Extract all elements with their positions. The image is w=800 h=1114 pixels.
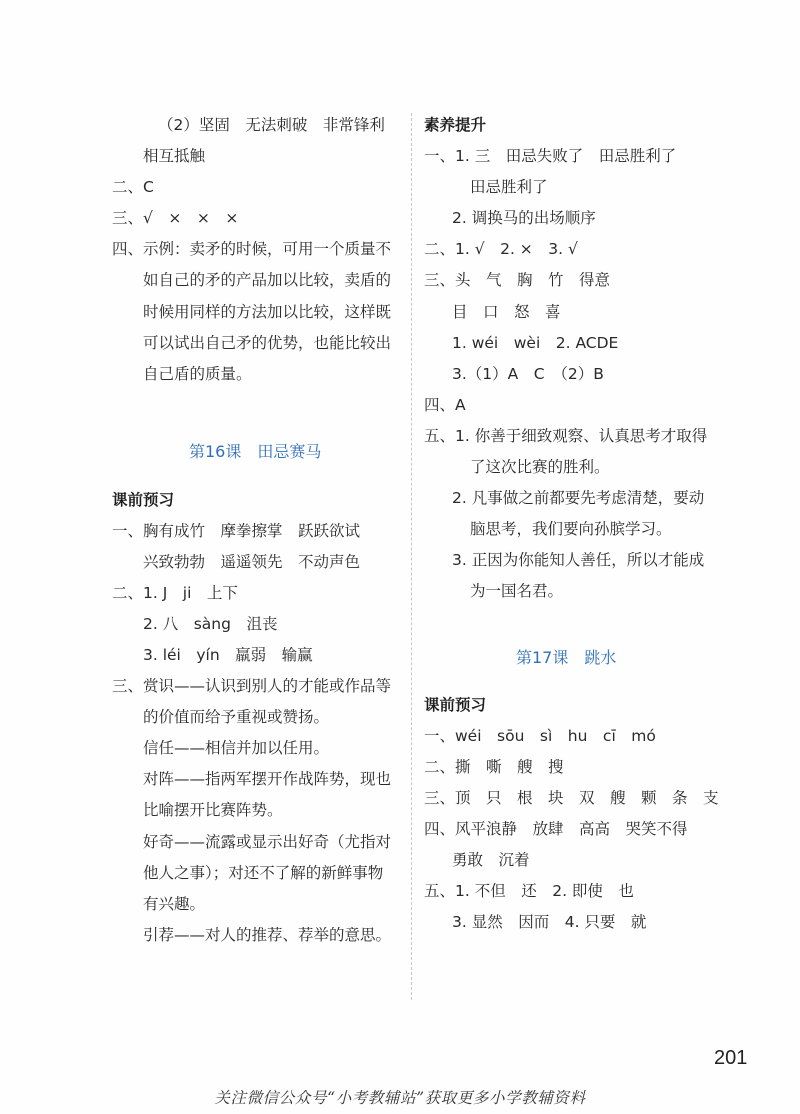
answer-line: 1. wéi wèi 2. ACDE [452,333,619,352]
section-heading: 课前预习 [424,695,487,714]
answer-line: 他人之事）；对还不了解的新鲜事物 [143,863,384,882]
answer-line: 四、A [424,395,466,414]
answer-line: （2）坚固 无法刺破 非常锋利 [158,116,385,134]
answer-line: 引荐——对人的推荐、荐举的意思。 [143,925,392,944]
answer-line: 四、示例：卖矛的时候，可用一个质量不 [112,240,392,259]
answer-line: 的价值而给予重视或赞扬。 [143,708,330,727]
answer-line: 3.（1）A C （2）B [452,364,604,383]
answer-line: 一、wéi sōu sì hu cī mó [424,726,656,745]
answer-line: 3. 显然 因而 4. 只要 就 [452,913,647,932]
answer-line: 自己盾的质量。 [143,364,252,383]
answer-line: 可以试出自己矛的优势，也能比较出 [143,333,392,352]
answer-line: 2. 凡事做之前都要先考虑清楚，要动 [452,489,705,508]
answer-line: 兴致勃勃 遥遥领先 不动声色 [143,552,361,571]
answer-line: 目 口 怒 喜 [452,302,561,321]
answer-line: 了这次比赛的胜利。 [470,458,610,477]
answer-line: 三、头 气 胸 竹 得意 [424,271,611,290]
answer-line: 对阵——指两军摆开作战阵势，现也 [143,770,392,789]
answer-line: 二、1. J ji 上下 [112,583,238,602]
answer-line: 三、√ × × × [112,209,239,228]
answer-line: 三、赏识——认识到别人的才能或作品等 [112,677,392,696]
answer-line: 好奇——流露或显示出好奇（尤指对 [143,832,392,851]
answer-line: 五、1. 不但 还 2. 即使 也 [424,882,634,901]
left-answers-block-b [112,485,391,951]
section-heading: 素养提升 [424,116,487,134]
footer-note: 关注微信公众号“小考教辅站”获取更多小学教辅资料 [214,1089,586,1107]
answer-line: 2. 八 sàng 沮丧 [143,614,278,633]
answer-line: 三、顶 只 根 块 双 艘 颗 条 支 [424,788,719,807]
answer-line: 脑思考，我们要向孙膑学习。 [470,520,672,539]
right-answers-block-a [424,110,707,608]
answer-line: 相互抵触 [143,147,206,166]
answer-line: 二、撕 嘶 艘 搜 [424,757,564,776]
answer-line: 比喻摆开比赛阵势。 [143,801,283,820]
answer-line: 四、风平浪静 放肆 高高 哭笑不得 [424,819,688,838]
answer-line: 如自己的矛的产品加以比较，卖盾的 [143,271,392,290]
answer-line: 为一国名君。 [470,582,564,601]
left-answers-block-a [112,110,391,390]
right-answers-block-b [424,690,719,939]
answer-line: 3. 正因为你能知人善任，所以才能成 [452,551,705,570]
answer-line: 五、1. 你善于细致观察、认真思考才取得 [424,426,708,445]
lesson-16-title: 第16课 田忌赛马 [189,442,322,461]
answer-line: 3. léi yín 羸弱 输赢 [143,645,313,664]
answer-line: 一、胸有成竹 摩拳擦掌 跃跃欲试 [112,521,361,540]
answer-line: 田忌胜利了 [470,178,548,197]
answer-line: 有兴趣。 [143,894,206,913]
answer-line: 二、1. √ 2. × 3. √ [424,240,578,259]
answer-line: 时候用同样的方法加以比较，这样既 [143,302,392,321]
page-number: 201 [714,1047,748,1069]
section-heading: 课前预习 [112,490,175,509]
answer-line: 一、1. 三 田忌失败了 田忌胜利了 [424,147,677,166]
answer-line: 勇敢 沉着 [452,850,530,869]
column-divider [411,113,412,1000]
answer-line: 二、C [112,178,154,197]
answer-line: 信任——相信并加以任用。 [143,739,330,758]
answer-line: 2. 调换马的出场顺序 [452,209,596,228]
lesson-17-title: 第17课 跳水 [516,648,617,667]
